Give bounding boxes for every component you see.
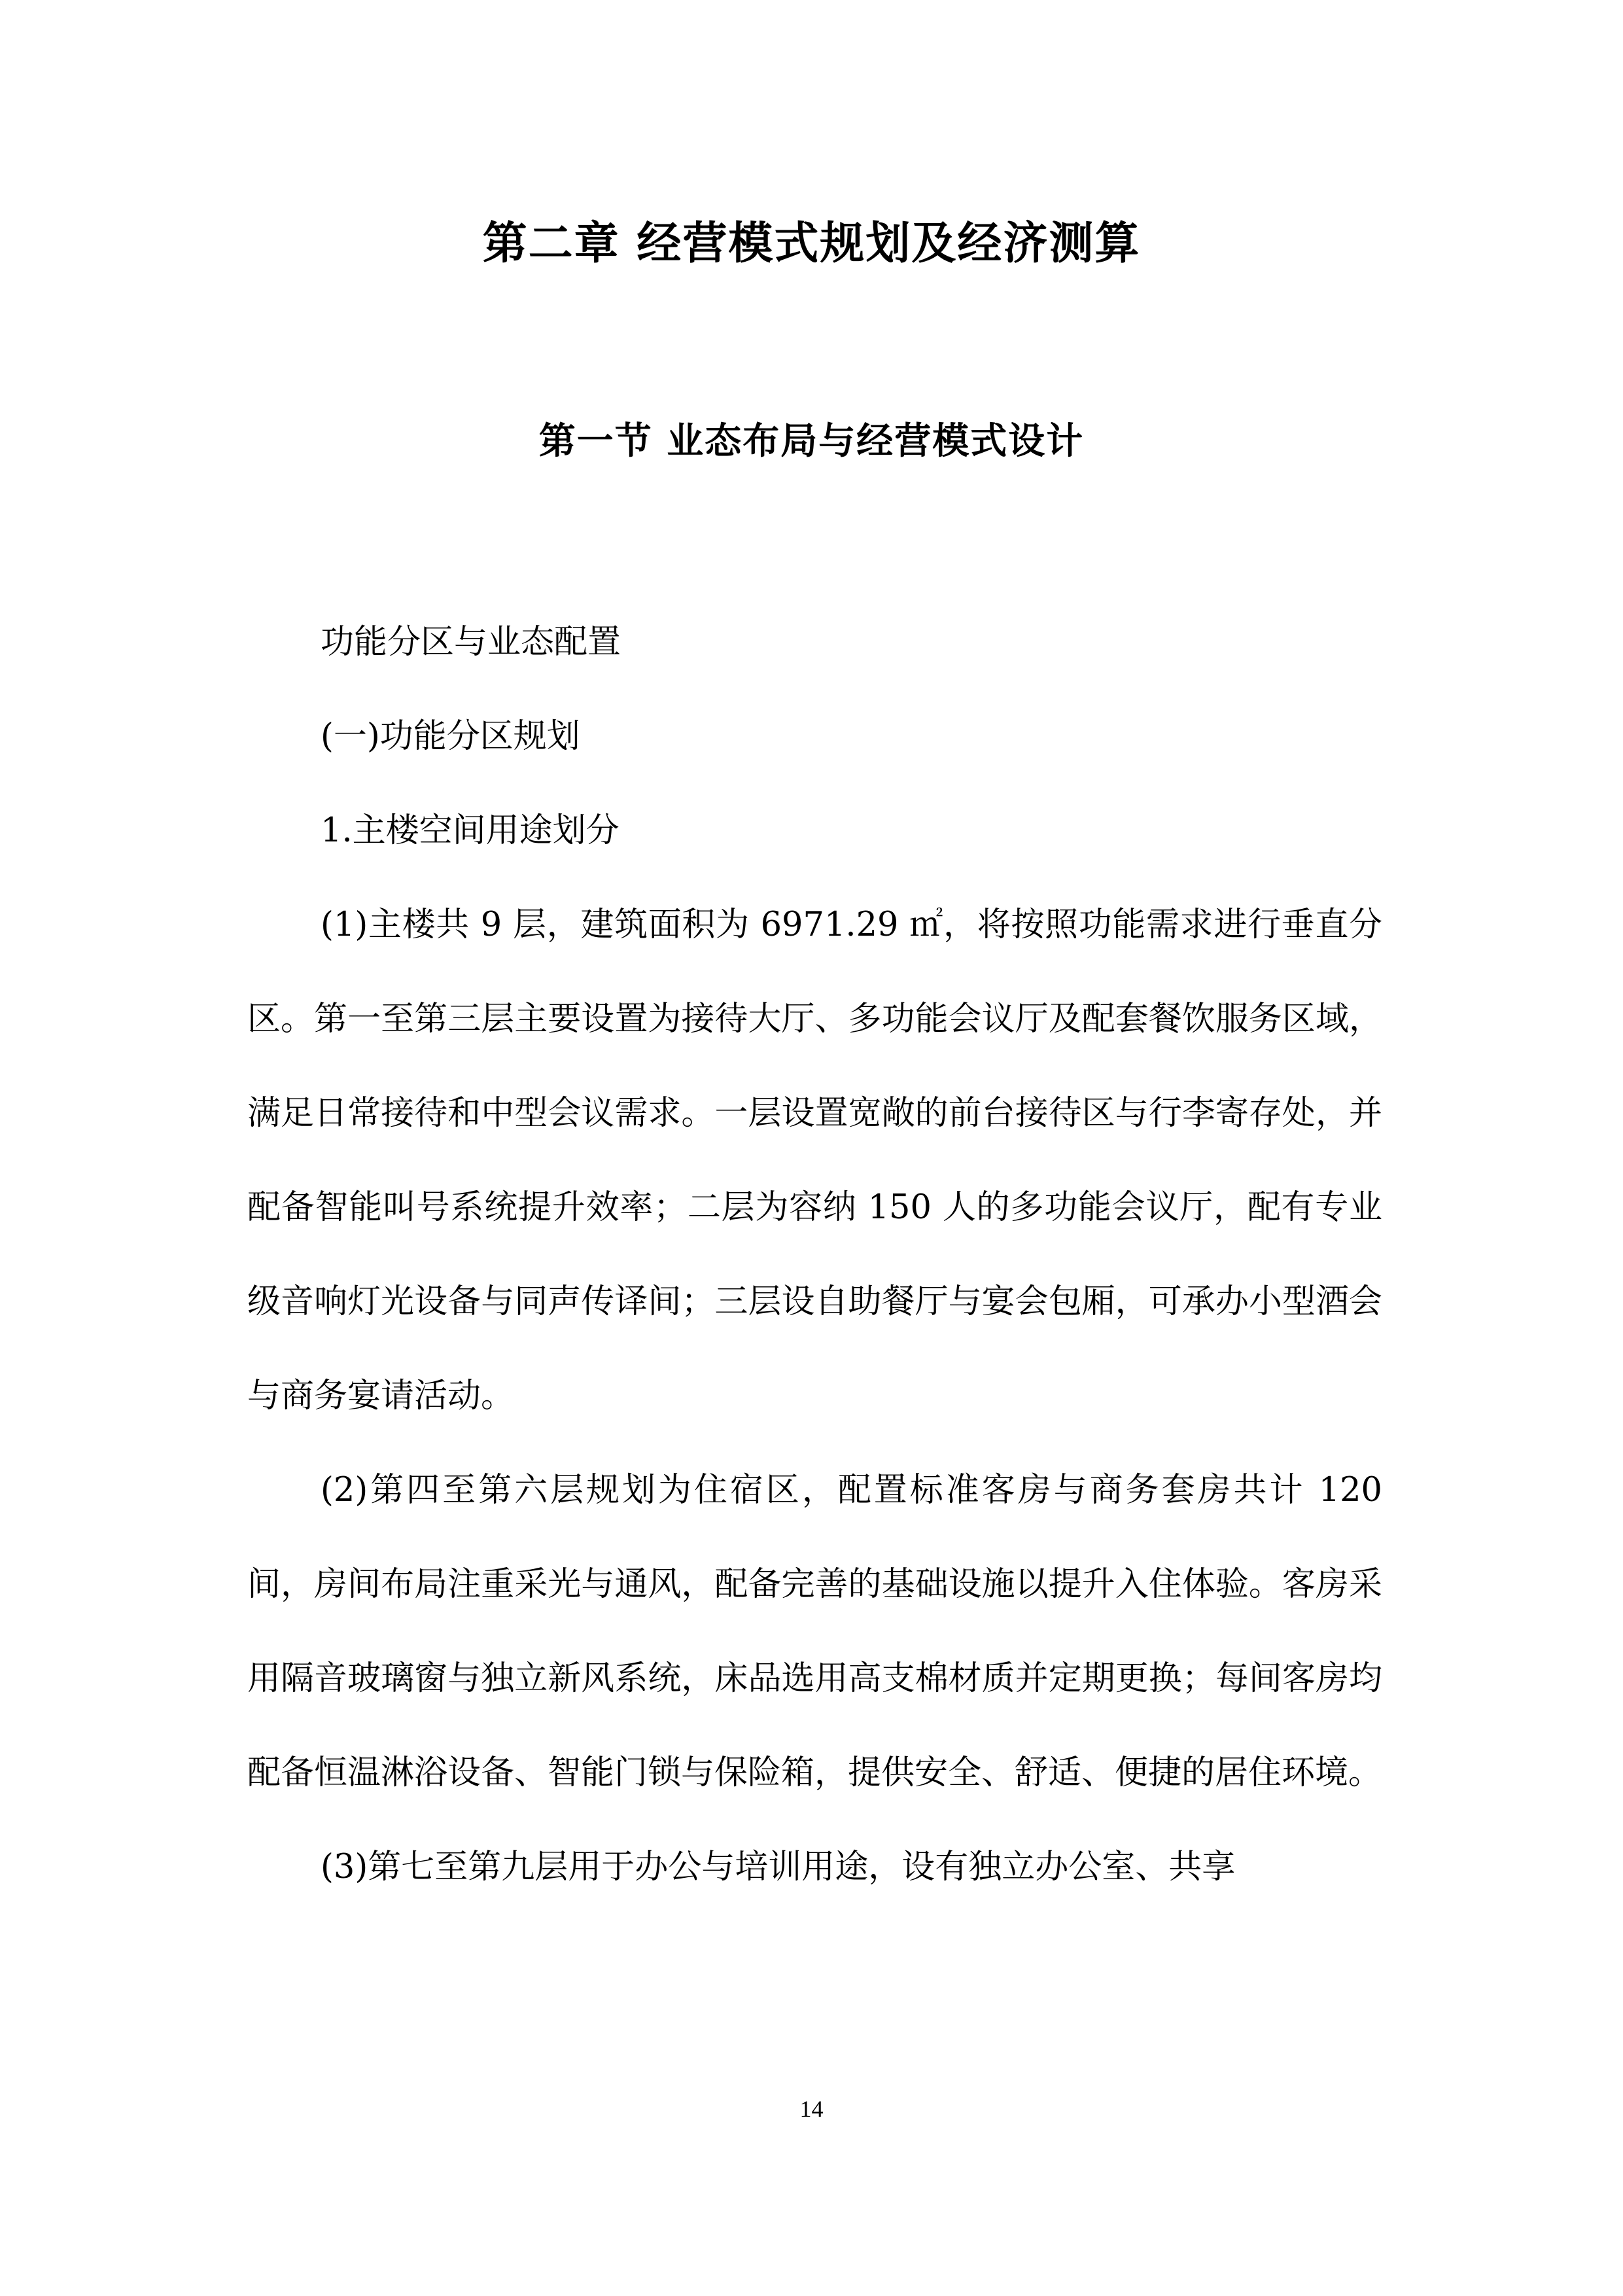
- paragraph-item-2: (2)第四至第六层规划为住宿区，配置标准客房与商务套房共计 120 间，房间布局注重采光与通风，配备完善的基础设施以提升入住体验。客房采用隔音玻璃窗与独立新风系统，床品选用高支棉材质并定期更换；每间客房均配备恒温淋浴设备、智能门锁与保险箱，提供安全、舒适、便捷的居住环境。: [247, 1471, 1382, 1792]
- body-text: [247, 595, 1382, 1915]
- paragraph-subheading-main-building: 1.主楼空间用途划分: [321, 811, 620, 850]
- page-number: 14: [799, 2096, 824, 2122]
- paragraph-item-3: (3)第七至第九层用于办公与培训用途，设有独立办公室、共享: [321, 1848, 1236, 1886]
- paragraph-subheading-zoning-plan: (一)功能分区规划: [321, 717, 580, 756]
- paragraph-item-1: (1)主楼共 9 层，建筑面积为 6971.29 ㎡，将按照功能需求进行垂直分区。第一至第三层主要设置为接待大厅、多功能会议厅及配套餐饮服务区域，满足日常接待和中型会议需求。一层设置宽敞的前台接待区与行李寄存处，并配备智能叫号系统提升效率；二层为容纳 150 人的多功能会议厅，配有专业级音响灯光设备与同声传译间；三层设自助餐厅与宴会包厢，可承办小型酒会与商务宴请活动。: [247, 906, 1382, 1415]
- section-title: 第一节 业态布局与经营模式设计: [538, 420, 1085, 463]
- paragraph-heading-function-zoning: 功能分区与业态配置: [321, 623, 621, 662]
- chapter-title: 第二章 经营模式规划及经济测算: [482, 218, 1141, 270]
